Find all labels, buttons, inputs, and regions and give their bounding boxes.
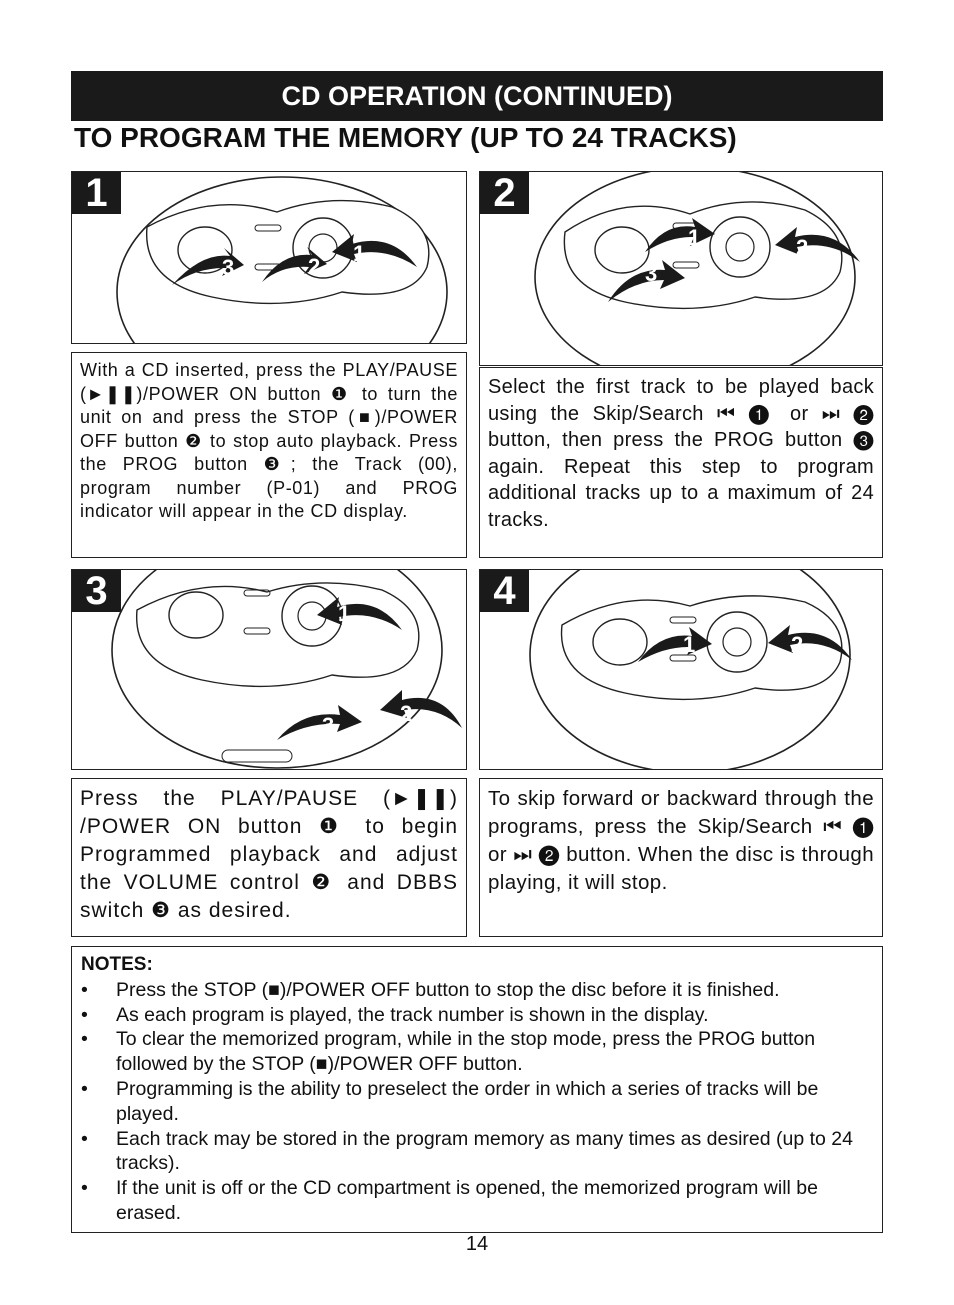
callout-1: 1 [353, 241, 366, 266]
step-1-text: With a CD inserted, press the PLAY/PAUSE (►❚❚)/POWER ON button ❶ to turn the unit on and press the STOP (■)/POWER OFF button ❷ to stop auto playback. Press the PROG button ❸; the Track (00), program number (P-01) and PROG indicator will appear in the CD display. [71, 352, 467, 558]
notes-title: NOTES: [81, 954, 153, 975]
callout-2: 2 [791, 632, 804, 657]
note-text: Each track may be stored in the program memory as many times as desired (up to 24 tracks). [116, 1127, 853, 1175]
callout-3: 3 [645, 261, 658, 286]
section-header: CD OPERATION (CONTINUED) [71, 71, 883, 121]
note-text: To clear the memorized program, while in the stop mode, press the PROG button followed by the STOP (■)/POWER OFF button. [116, 1028, 816, 1076]
bullet-icon: • [81, 1003, 88, 1026]
page-number: 14 [465, 1233, 489, 1255]
step-3-illustration [71, 569, 467, 770]
note-item [81, 1176, 874, 1226]
step-4-text: To skip forward or backward through the programs, press the Skip/Search ⏮ ❶ or ⏭ ❷ button. When the disc is through playing, it will stop. [479, 778, 883, 937]
bullet-icon: • [81, 1127, 88, 1150]
callout-1: 1 [683, 632, 696, 657]
step-3-text: Press the PLAY/PAUSE (►❚❚) /POWER ON button ❶ to begin Programmed playback and adjust the VOLUME control ❷ and DBBS switch ❸ as desired. [71, 778, 467, 937]
note-item [81, 1027, 874, 1077]
note-text: As each program is played, the track number is shown in the display. [116, 1003, 709, 1026]
step-2-illustration [479, 171, 883, 366]
note-item [81, 1127, 874, 1177]
bullet-icon: • [81, 1177, 88, 1200]
note-item [81, 1077, 874, 1127]
note-text: Press the STOP (■)/POWER OFF button to stop the disc before it is finished. [116, 978, 780, 1001]
step-1-illustration [71, 171, 467, 344]
callout-1: 1 [688, 225, 701, 250]
step-2-text: Select the first track to be played back using the Skip/Search ⏮ ❶ or ⏭ ❷ button, then press the PROG button ❸ again. Repeat this step to program additional tracks up to a maximum of 24 tracks. [479, 367, 883, 558]
callout-3: 3 [222, 255, 235, 280]
cd-player-drawing [72, 172, 467, 344]
step-1-number: 1 [72, 172, 121, 214]
callout-2: 2 [796, 235, 809, 260]
step-4-number: 4 [480, 570, 529, 612]
note-text: Programming is the ability to preselect the order in which a series of tracks will be played. [116, 1077, 819, 1125]
page-subtitle: TO PROGRAM THE MEMORY (UP TO 24 TRACKS) [74, 122, 737, 153]
step-4-illustration [479, 569, 883, 770]
step-2-number: 2 [480, 172, 529, 214]
callout-3: 3 [322, 713, 335, 738]
cd-player-drawing [480, 172, 883, 366]
cd-player-drawing [72, 570, 467, 770]
bullet-icon: • [81, 1077, 88, 1100]
bullet-icon: • [81, 1028, 88, 1051]
note-item [81, 1003, 874, 1028]
step-3-number: 3 [72, 570, 121, 612]
cd-player-drawing [480, 570, 883, 770]
callout-1: 1 [338, 601, 351, 626]
note-item [81, 978, 874, 1003]
callout-2: 2 [308, 254, 321, 279]
notes-box [71, 946, 883, 1233]
note-text: If the unit is off or the CD compartment is opened, the memorized program will be erased. [116, 1177, 818, 1224]
callout-2: 2 [400, 701, 413, 726]
bullet-icon: • [81, 978, 88, 1001]
